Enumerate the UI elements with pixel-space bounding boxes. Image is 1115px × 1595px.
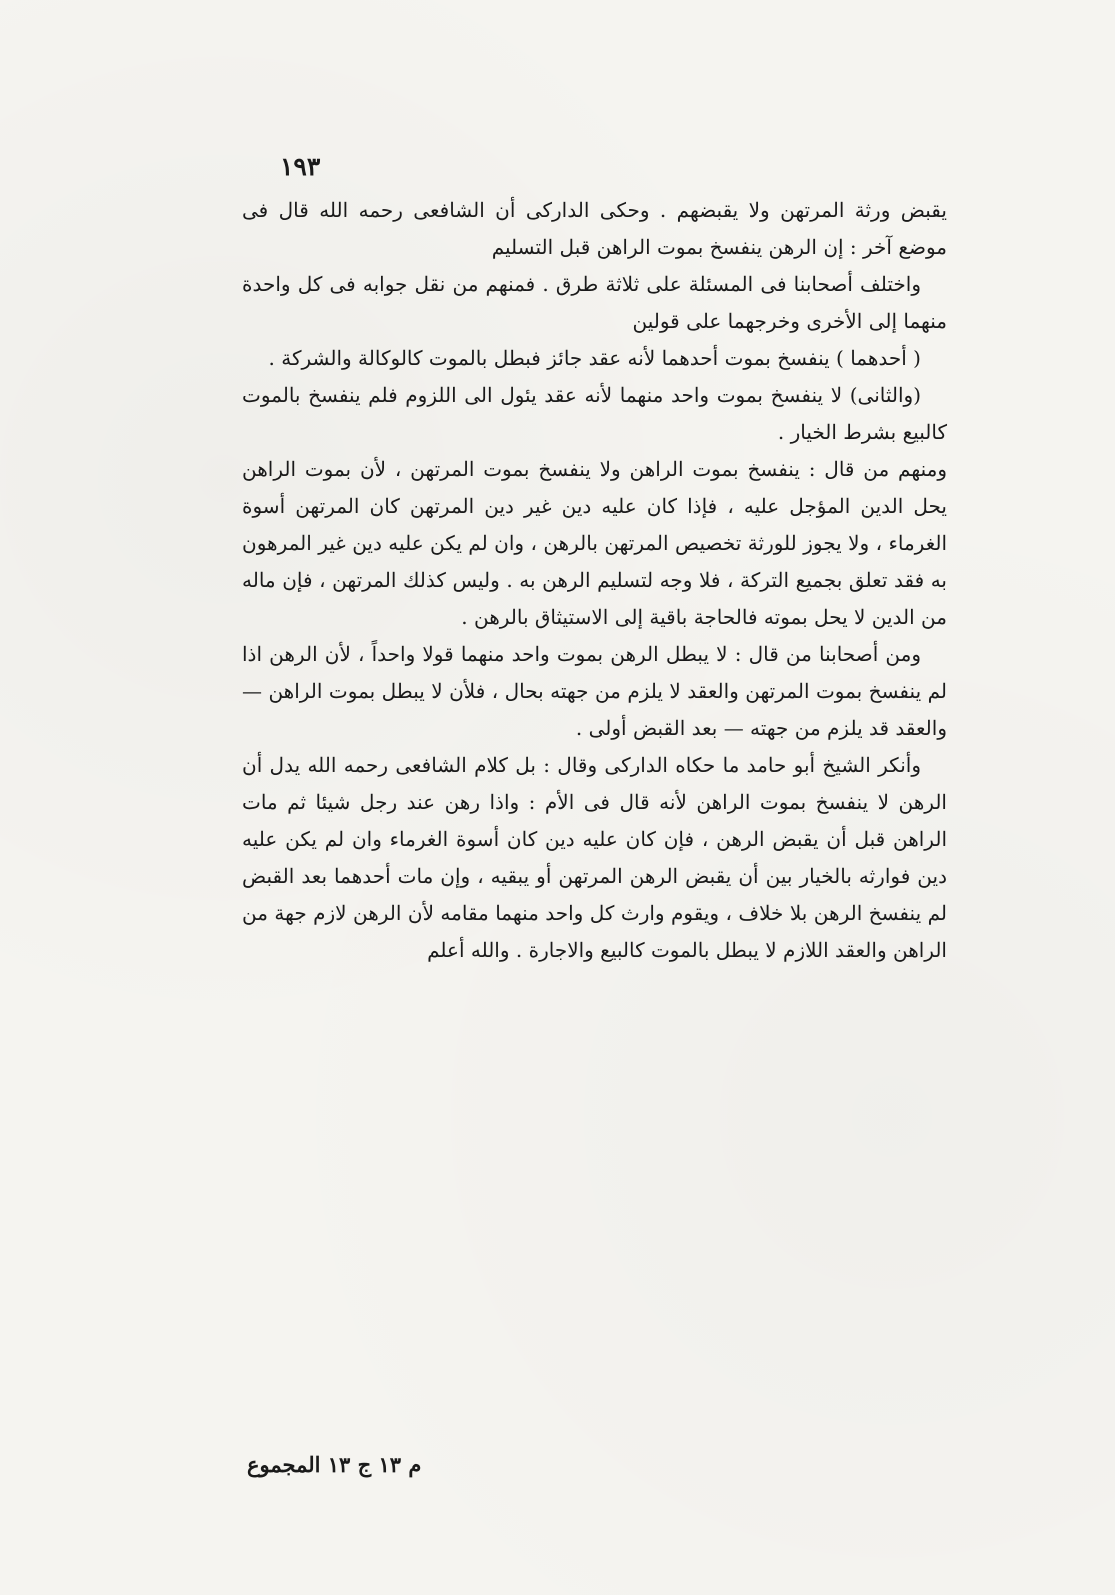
page-number: ١٩٣ <box>280 152 321 181</box>
paragraph-one-view: ومن أصحابنا من قال : لا يبطل الرهن بموت واحد منهما قولا واحداً ، لأن الرهن اذا لم ينفسخ بموت المرتهن والعقد لا يلزم من جهته بحال ، فلأن لا يبطل بموت الراهن — والعقد قد يلزم من جهته — بعد القبض أولی . <box>242 642 947 740</box>
paragraph-three-ways: واختلف أصحابنا فی المسئلة علی ثلاثة طرق . فمنهم من نقل جوابه فی كل واحدة منهما إلی الأخری وخرجهما علی قولين <box>242 272 947 333</box>
paragraph-rahin-murtahin: ومنهم من قال : ينفسخ بموت الراهن ولا ينفسخ بموت المرتهن ، لأن بموت الراهن يحل الدين المؤجل عليه ، فإذا كان عليه دين غير دين المرتهن كان المرتهن أسوة الغرماء ، ولا يجوز للورثة تخصيص المرتهن بالرهن ، وان لم يكن عليه دين غير المرهون به فقد تعلق بجميع التركة ، فلا وجه لتسليم الرهن به . وليس كذلك المرتهن ، فإن ماله من الدين لا يحل بموته فالحاجة باقية إلی الاستيثاق بالرهن . <box>242 457 948 629</box>
paragraph-continuation: يقبض ورثة المرتهن ولا يقبضهم . وحكى الدارکی أن الشافعی رحمه الله قال فی موضع آخر : إن الرهن ينفسخ بموت الراهن قبل التسليم <box>242 198 947 259</box>
main-text <box>242 192 947 969</box>
paragraph-first-opinion: ( أحدهما ) ينفسخ بموت أحدهما لأنه عقد جائز فبطل بالموت كالوكالة والشركة . <box>268 346 921 370</box>
paragraph-abu-hamid: وأنكر الشيخ أبو حامد ما حكاه الدارکی وقال : بل كلام الشافعی رحمه الله يدل أن الرهن لا ينفسخ بموت الراهن لأنه قال فی الأم : واذا رهن عند رجل شيئا ثم مات الراهن قبل أن يقبض الرهن ، فإن كان عليه دين كان أسوة الغرماء وان لم يكن عليه دين فوارثه بالخيار بين أن يقبض الرهن المرتهن أو يبقيه ، وإن مات أحدهما بعد القبض لم ينفسخ الرهن بلا خلاف ، ويقوم وارث كل واحد منهما مقامه لأن الرهن لازم جهة من الراهن والعقد اللازم لا يبطل بالموت كالبيع والاجارة . والله أعلم <box>242 753 947 962</box>
paragraph-second-opinion: (والثانی) لا ينفسخ بموت واحد منهما لأنه عقد يئول الی اللزوم فلم ينفسخ بالموت كالبيع بشرط الخيار . <box>242 383 947 444</box>
page-footer-signature: م ١٣ ج ١٣ المجموع <box>247 1452 422 1477</box>
